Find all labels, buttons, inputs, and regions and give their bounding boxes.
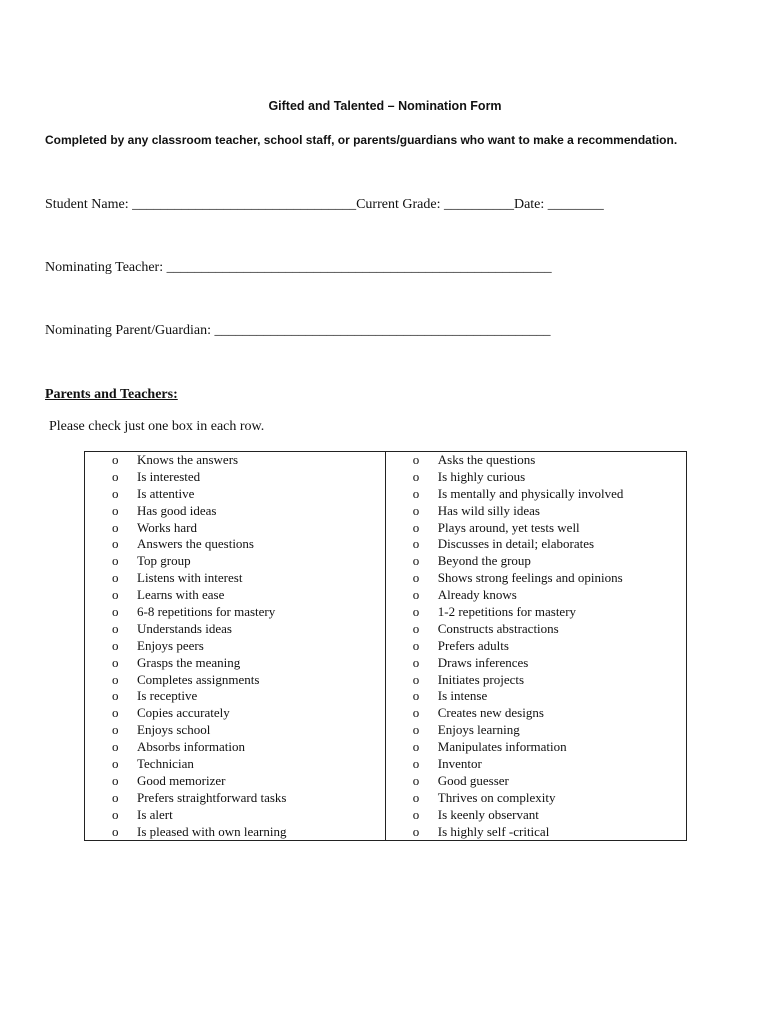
checklist-row <box>386 638 686 655</box>
checkbox-option[interactable]: o <box>112 756 119 772</box>
checkbox-option[interactable]: o <box>112 671 119 687</box>
trait-label: Enjoys learning <box>437 722 520 738</box>
checklist-row <box>85 705 385 722</box>
checklist-row <box>386 655 686 672</box>
checkbox-option[interactable]: o <box>112 789 119 805</box>
checklist-row <box>386 520 686 537</box>
checkbox-option[interactable]: o <box>112 553 119 569</box>
trait-label: Has wild silly ideas <box>437 502 540 518</box>
trait-label: Is highly curious <box>437 468 526 484</box>
checklist-row <box>386 807 686 824</box>
trait-label: Answers the questions <box>137 536 254 552</box>
trait-label: Plays around, yet tests well <box>437 519 580 535</box>
trait-label: Knows the answers <box>137 452 239 467</box>
trait-label: Is interested <box>137 468 201 484</box>
trait-label: Listens with interest <box>137 570 243 586</box>
checklist-row <box>386 486 686 503</box>
checkbox-option[interactable]: o <box>112 502 119 518</box>
checkbox-option[interactable]: o <box>412 604 420 620</box>
checklist-row <box>386 604 686 621</box>
trait-label: Beyond the group <box>437 553 531 569</box>
checkbox-option[interactable]: o <box>112 519 119 535</box>
checkbox-option[interactable]: o <box>112 620 119 636</box>
checkbox-option[interactable]: o <box>112 688 119 704</box>
trait-label: Good guesser <box>437 772 509 788</box>
checklist-row <box>85 587 385 604</box>
checkbox-option[interactable]: o <box>112 452 119 467</box>
checklist-row <box>386 621 686 638</box>
checklist-row <box>85 722 385 739</box>
checklist-row <box>386 503 686 520</box>
checkbox-option[interactable]: o <box>412 502 420 518</box>
checkbox-option[interactable]: o <box>412 587 420 603</box>
instruction-text: Please check just one box in each row. <box>49 419 265 434</box>
trait-label: Top group <box>137 553 191 569</box>
nominating-teacher-line[interactable]: Nominating Teacher: _______________________________________________________ <box>45 260 552 275</box>
checklist-row <box>85 672 385 689</box>
trait-label: Is intense <box>437 688 488 704</box>
checkbox-option[interactable]: o <box>412 772 420 788</box>
checklist-row <box>386 739 686 756</box>
checklist-row <box>386 705 686 722</box>
trait-label: Enjoys peers <box>137 637 204 653</box>
checklist-row <box>85 739 385 756</box>
checklist-row <box>85 655 385 672</box>
checkbox-option[interactable]: o <box>412 654 420 670</box>
checkbox-option[interactable]: o <box>412 722 420 738</box>
trait-label: Inventor <box>437 756 482 772</box>
trait-label: Is mentally and physically involved <box>437 485 624 501</box>
checklist-row <box>85 553 385 570</box>
checkbox-option[interactable]: o <box>412 671 420 687</box>
trait-label: Creates new designs <box>437 705 544 721</box>
trait-label: Enjoys school <box>137 722 211 738</box>
trait-label: Initiates projects <box>437 671 525 687</box>
trait-label: Good memorizer <box>137 772 226 788</box>
checklist-row <box>85 520 385 537</box>
checklist-row <box>386 756 686 773</box>
form-title: Gifted and Talented – Nomination Form <box>268 99 502 113</box>
checklist-row <box>386 672 686 689</box>
checkbox-option[interactable]: o <box>412 806 420 822</box>
checkbox-option[interactable]: o <box>412 570 420 586</box>
checkbox-option[interactable]: o <box>112 739 119 755</box>
checkbox-option[interactable]: o <box>412 519 420 535</box>
checklist-row <box>85 621 385 638</box>
trait-label: Technician <box>137 756 194 772</box>
checkbox-option[interactable]: o <box>112 806 119 822</box>
form-subtitle: Completed by any classroom teacher, school staff, or parents/guardians who want to make a recommendation. <box>45 133 678 147</box>
checklist-row <box>386 824 686 841</box>
checklist-row <box>85 570 385 587</box>
checkbox-option[interactable]: o <box>412 536 420 552</box>
left-column <box>85 452 386 841</box>
checkbox-option[interactable]: o <box>112 654 119 670</box>
checkbox-option[interactable]: o <box>112 587 119 603</box>
checklist-row <box>386 773 686 790</box>
checklist-row <box>386 536 686 553</box>
checkbox-option[interactable]: o <box>112 772 119 788</box>
checkbox-option[interactable]: o <box>112 485 119 501</box>
checkbox-option[interactable]: o <box>112 637 119 653</box>
checklist-row <box>85 604 385 621</box>
student-info-line[interactable]: Student Name: ________________________________Current Grade: __________Date: ________ <box>45 197 604 212</box>
trait-label: Prefers straightforward tasks <box>137 789 287 805</box>
checklist-row <box>85 773 385 790</box>
checklist-row <box>85 824 385 841</box>
trait-label: Works hard <box>137 519 197 535</box>
trait-checklist-table <box>84 451 687 841</box>
checkbox-option[interactable]: o <box>412 468 420 484</box>
trait-label: 6-8 repetitions for mastery <box>137 604 276 620</box>
checkbox-option[interactable]: o <box>412 485 420 501</box>
trait-label: Is highly self -critical <box>437 823 550 839</box>
trait-label: Is attentive <box>137 485 195 501</box>
nominating-parent-line[interactable]: Nominating Parent/Guardian: ________________________________________________ <box>45 323 551 338</box>
checkbox-option[interactable]: o <box>112 468 119 484</box>
checkbox-option[interactable]: o <box>112 705 119 721</box>
checkbox-option[interactable]: o <box>412 739 420 755</box>
checkbox-option[interactable]: o <box>412 688 420 704</box>
trait-label: Constructs abstractions <box>437 620 559 636</box>
checklist-row <box>386 469 686 486</box>
checkbox-option[interactable]: o <box>412 637 420 653</box>
trait-label: Shows strong feelings and opinions <box>437 570 623 586</box>
trait-label: Understands ideas <box>137 620 232 636</box>
checklist-row <box>85 638 385 655</box>
trait-label: Grasps the meaning <box>137 654 241 670</box>
checkbox-option[interactable]: o <box>112 823 119 839</box>
trait-label: Prefers adults <box>437 637 509 653</box>
section-heading: Parents and Teachers: <box>45 387 178 402</box>
checklist-row <box>386 688 686 705</box>
checklist-row <box>386 722 686 739</box>
checklist-row <box>85 503 385 520</box>
trait-label: Copies accurately <box>137 705 230 721</box>
checklist-row <box>386 570 686 587</box>
checkbox-option[interactable]: o <box>112 722 119 738</box>
trait-label: 1-2 repetitions for mastery <box>437 604 577 620</box>
checklist-row <box>386 587 686 604</box>
checklist-row <box>85 688 385 705</box>
right-column <box>385 452 686 841</box>
checklist-row <box>85 756 385 773</box>
trait-label: Already knows <box>437 587 517 603</box>
checklist-row <box>85 486 385 503</box>
trait-label: Is pleased with own learning <box>137 823 287 839</box>
checklist-row <box>386 553 686 570</box>
checkbox-option[interactable]: o <box>112 604 119 620</box>
checklist-row <box>85 790 385 807</box>
checkbox-option[interactable]: o <box>412 620 420 636</box>
checklist-row <box>85 469 385 486</box>
checklist-row <box>85 536 385 553</box>
trait-label: Absorbs information <box>137 739 245 755</box>
checklist-row <box>386 790 686 807</box>
trait-label: Is receptive <box>137 688 198 704</box>
trait-label: Manipulates information <box>437 739 567 755</box>
trait-label: Is keenly observant <box>437 806 539 822</box>
checkbox-option[interactable]: o <box>412 705 420 721</box>
checklist-row <box>85 807 385 824</box>
checkbox-option[interactable]: o <box>112 536 119 552</box>
checkbox-option[interactable]: o <box>112 570 119 586</box>
trait-label: Has good ideas <box>137 502 217 518</box>
checkbox-option[interactable]: o <box>412 553 420 569</box>
checkbox-option[interactable]: o <box>412 452 420 467</box>
trait-label: Discusses in detail; elaborates <box>437 536 595 552</box>
checklist-row <box>85 452 385 469</box>
trait-label: Asks the questions <box>437 452 536 467</box>
trait-label: Learns with ease <box>137 587 225 603</box>
trait-label: Draws inferences <box>437 654 529 670</box>
checkbox-option[interactable]: o <box>412 823 420 839</box>
checkbox-option[interactable]: o <box>412 789 420 805</box>
trait-label: Thrives on complexity <box>437 789 556 805</box>
trait-label: Is alert <box>137 806 173 822</box>
checklist-row <box>386 452 686 469</box>
trait-label: Completes assignments <box>137 671 260 687</box>
checkbox-option[interactable]: o <box>412 756 420 772</box>
